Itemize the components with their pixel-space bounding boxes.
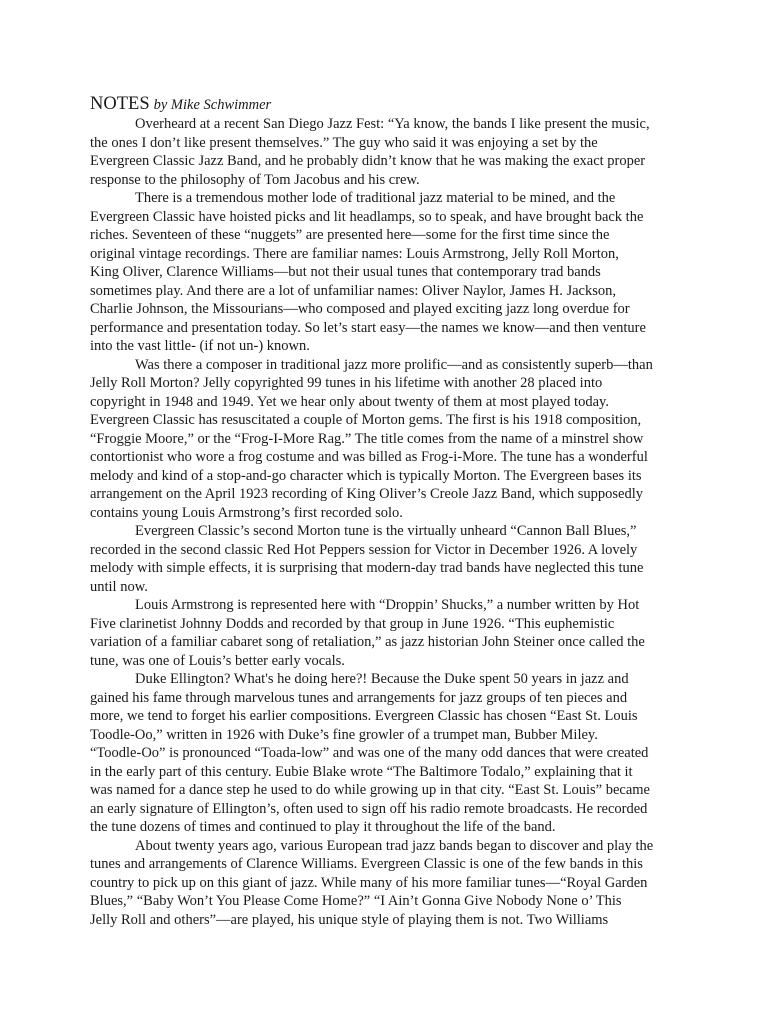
text-line: variation of a familiar cabaret song of retaliation,” as jazz historian John Steiner once called the [90,634,645,650]
text-line: There is a tremendous mother lode of traditional jazz material to be mined, and the [135,190,616,206]
text-line: contortionist who wore a frog costume and was billed as Frog-i-More. The tune has a wonderful [90,449,648,465]
text-line: more, we tend to forget his earlier compositions. Evergreen Classic has chosen “East St. Louis [90,708,638,724]
text-line: until now. [90,578,148,595]
text-line: Charlie Johnson, the Missourians—who composed and played exciting jazz long overdue for [90,301,630,317]
text-line: copyright in 1948 and 1949. Yet we hear only about twenty of them at most played today. [90,393,609,410]
text-line: the tune dozens of times and continued to play it throughout the life of the band. [90,819,556,835]
text-line: Evergreen Classic has resuscitated a couple of Morton gems. The first is his 1918 composition, [90,412,642,428]
text-line: original vintage recordings. There are familiar names: Louis Armstrong, Jelly Roll Morton, [90,245,619,262]
paragraph [90,522,678,596]
text-line: the ones I don’t like present themselves.” The guy who said it was enjoying a set by the [90,134,598,151]
text-line: melody and kind of a stop-and-go character which is typically Morton. The Evergreen bases its [90,467,642,484]
paragraph [90,670,678,837]
paragraph [90,356,678,523]
text-line: Five clarinetist Johnny Dodds and recorded by that group in June 1926. “This euphemistic [90,615,615,632]
text-line: “Froggie Moore,” or the “Frog-I-More Rag.” The title comes from the name of a minstrel show [90,430,644,447]
text-line: Blues,” “Baby Won’t You Please Come Home?” “I Ain’t Gonna Give Nobody None o’ This [90,893,622,909]
text-line: King Oliver, Clarence Williams—but not their usual tunes that contemporary trad bands [90,264,601,280]
text-line: into the vast little- (if not un-) known. [90,338,310,354]
text-line: riches. Seventeen of these “nuggets” are presented here—some for the first time since the [90,227,610,243]
paragraph [90,115,678,189]
text-line: Evergreen Classic have hoisted picks and lit headlamps, so to speak, and have brought back the [90,208,644,225]
text-line: About twenty years ago, various European trad jazz bands began to discover and play the [135,837,654,854]
text-line: in the early part of this century. Eubie Blake wrote “The Baltimore Todalo,” explaining that it [90,763,633,780]
text-line: “Toodle-Oo” is pronounced “Toada-low” and was one of the many odd dances that were created [90,745,649,761]
text-line: country to pick up on this giant of jazz. While many of his more familiar tunes—“Royal Garden [90,874,648,891]
text-line: an early signature of Ellington’s, often used to sign off his radio remote broadcasts. He recorded [90,800,648,817]
paragraph [90,837,678,930]
text-line: Evergreen Classic Jazz Band, and he probably didn’t know that he was making the exact proper [90,153,646,169]
text-line: arrangement on the April 1923 recording of King Oliver’s Creole Jazz Band, which supposedly [90,486,644,502]
text-line: was named for a dance step he used to do while growing up in that city. “East St. Louis” became [90,782,650,798]
text-line: tune, was one of Louis’s better early vocals. [90,652,345,669]
document-page [90,93,678,929]
article-title: NOTES [90,94,150,114]
text-line: performance and presentation today. So let’s start easy—the names we know—and then venture [90,319,646,336]
author-byline: by Mike Schwimmer [153,97,272,113]
text-line: contains young Louis Armstrong’s first recorded solo. [90,504,403,521]
paragraph [90,596,678,670]
text-line: Jelly Roll and others”—are played, his unique style of playing them is not. Two Williams [90,911,609,928]
text-line: Was there a composer in traditional jazz more prolific—and as consistently superb—than [135,356,653,373]
text-line: Overheard at a recent San Diego Jazz Fest: “Ya know, the bands I like present the music, [135,116,650,132]
text-line: Louis Armstrong is represented here with “Droppin’ Shucks,” a number written by Hot [135,597,640,613]
text-line: response to the philosophy of Tom Jacobus and his crew. [90,171,420,188]
article-body [90,115,678,929]
text-line: Duke Ellington? What's he doing here?! Because the Duke spent 50 years in jazz and [135,671,629,687]
article-heading [90,93,678,115]
text-line: sometimes play. And there are a lot of unfamiliar names: Oliver Naylor, James H. Jackson, [90,282,616,299]
text-line: tunes and arrangements of Clarence Williams. Evergreen Classic is one of the few bands in this [90,856,643,872]
text-line: Jelly Roll Morton? Jelly copyrighted 99 tunes in his lifetime with another 28 placed into [90,375,603,391]
text-line: gained his fame through marvelous tunes and arrangements for jazz groups of ten pieces and [90,689,628,706]
text-line: Toodle-Oo,” written in 1926 with Duke’s fine growler of a trumpet man, Bubber Miley. [90,726,598,743]
text-line: Evergreen Classic’s second Morton tune is the virtually unheard “Cannon Ball Blues,” [135,523,637,539]
text-line: melody with simple effects, it is surprising that modern-day trad bands have neglected this tune [90,560,644,576]
text-line: recorded in the second classic Red Hot Peppers session for Victor in December 1926. A lovely [90,541,638,558]
paragraph [90,189,678,356]
